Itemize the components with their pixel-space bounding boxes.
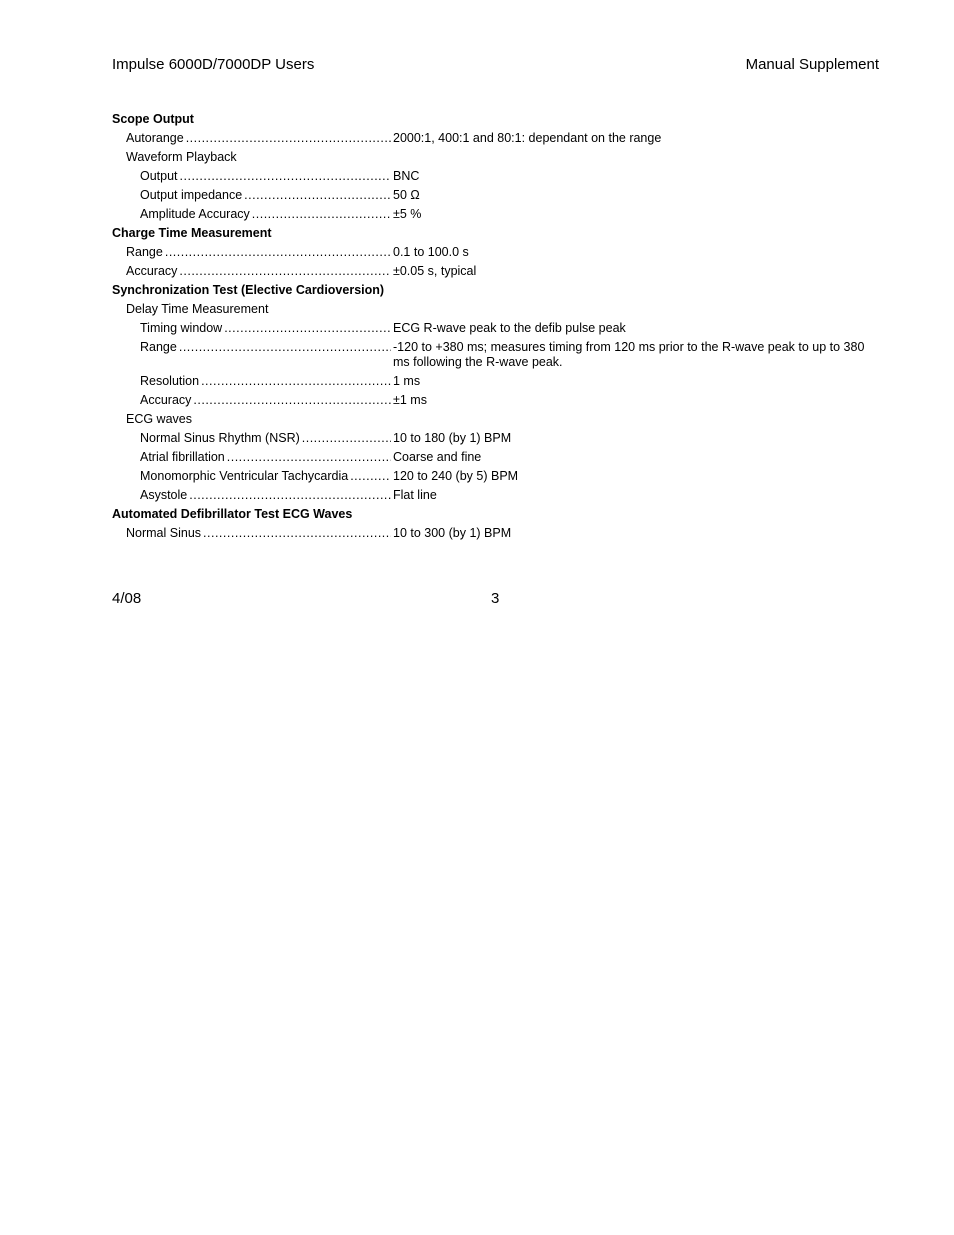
spec-label: Range bbox=[126, 245, 163, 259]
subsection-title: Waveform Playback bbox=[126, 150, 237, 164]
spec-value: 10 to 300 (by 1) BPM bbox=[393, 526, 512, 540]
header-document-title: Impulse 6000D/7000DP Users bbox=[112, 56, 315, 73]
section-title: Automated Defibrillator Test ECG Waves bbox=[112, 507, 353, 521]
footer-date: 4/08 bbox=[112, 590, 142, 607]
spec-label: Amplitude Accuracy bbox=[140, 207, 250, 221]
dot-leader bbox=[187, 488, 391, 503]
spec-label: Atrial fibrillation bbox=[140, 450, 225, 464]
spec-row-charge-range bbox=[112, 243, 879, 262]
spec-label: Output bbox=[140, 169, 178, 183]
section-heading-charge-time bbox=[112, 224, 879, 243]
section-title: Synchronization Test (Elective Cardioversion) bbox=[112, 283, 385, 297]
spec-label: Normal Sinus bbox=[126, 526, 202, 540]
dot-leader bbox=[199, 374, 391, 389]
dot-leader bbox=[178, 169, 391, 184]
dot-leader bbox=[348, 469, 391, 484]
spec-value: ±1 ms bbox=[393, 393, 427, 407]
section-heading-sync-test bbox=[112, 281, 879, 300]
dot-leader bbox=[163, 245, 391, 260]
dot-leader bbox=[300, 431, 391, 446]
spec-row-charge-accuracy bbox=[112, 262, 879, 281]
dot-leader bbox=[184, 131, 391, 146]
spec-row-mvt bbox=[112, 467, 879, 486]
spec-value: ±5 % bbox=[393, 207, 422, 221]
header-document-type: Manual Supplement bbox=[745, 56, 879, 73]
spec-row-output bbox=[112, 167, 879, 186]
spec-value: BNC bbox=[393, 169, 420, 183]
spec-value: ECG R-wave peak to the defib pulse peak bbox=[393, 321, 626, 335]
spec-row-asystole bbox=[112, 486, 879, 505]
subsection-heading-waveform-playback bbox=[112, 148, 879, 167]
section-title: Charge Time Measurement bbox=[112, 226, 272, 240]
spec-label: Normal Sinus Rhythm (NSR) bbox=[140, 431, 300, 445]
dot-leader bbox=[177, 264, 391, 279]
spec-row-normal-sinus bbox=[112, 524, 879, 543]
spec-label: Autorange bbox=[126, 131, 184, 145]
spec-label: Output impedance bbox=[140, 188, 243, 202]
dot-leader bbox=[177, 340, 391, 355]
dot-leader bbox=[225, 450, 391, 465]
spec-label: Range bbox=[140, 340, 177, 354]
spec-label: Timing window bbox=[140, 321, 223, 335]
subsection-title: Delay Time Measurement bbox=[126, 302, 269, 316]
spec-label: Monomorphic Ventricular Tachycardia bbox=[140, 469, 349, 483]
page-header bbox=[112, 55, 879, 75]
spec-value: Coarse and fine bbox=[393, 450, 482, 464]
spec-row-nsr bbox=[112, 429, 879, 448]
spec-row-delay-range bbox=[112, 338, 879, 372]
spec-value: -120 to +380 ms; measures timing from 120 ms prior to the R-wave peak to up to 380 ms following the R-wave peak. bbox=[393, 340, 865, 369]
section-heading-aed-test bbox=[112, 505, 879, 524]
spec-label: Accuracy bbox=[126, 264, 178, 278]
spec-label: Asystole bbox=[140, 488, 188, 502]
subsection-heading-ecg-waves bbox=[112, 410, 879, 429]
spec-label: Resolution bbox=[140, 374, 200, 388]
section-heading-scope-output bbox=[112, 110, 879, 129]
page-number: 3 bbox=[491, 590, 500, 607]
spec-row-afib bbox=[112, 448, 879, 467]
spec-row-delay-accuracy bbox=[112, 391, 879, 410]
spec-value: 2000:1, 400:1 and 80:1: dependant on the range bbox=[393, 131, 662, 145]
spec-value: 50 Ω bbox=[393, 188, 420, 202]
spec-value: 120 to 240 (by 5) BPM bbox=[393, 469, 519, 483]
spec-value: ±0.05 s, typical bbox=[393, 264, 477, 278]
dot-leader bbox=[201, 526, 391, 541]
spec-label: Accuracy bbox=[140, 393, 192, 407]
spec-row-amplitude-accuracy bbox=[112, 205, 879, 224]
subsection-title: ECG waves bbox=[126, 412, 192, 426]
specification-list bbox=[112, 110, 879, 543]
spec-row-resolution bbox=[112, 372, 879, 391]
dot-leader bbox=[222, 321, 391, 336]
spec-row-timing-window bbox=[112, 319, 879, 338]
section-title: Scope Output bbox=[112, 112, 194, 126]
dot-leader bbox=[250, 207, 391, 222]
dot-leader bbox=[242, 188, 391, 203]
spec-row-autorange bbox=[112, 129, 879, 148]
spec-value: 10 to 180 (by 1) BPM bbox=[393, 431, 512, 445]
spec-row-output-impedance bbox=[112, 186, 879, 205]
spec-value: Flat line bbox=[393, 488, 437, 502]
dot-leader bbox=[191, 393, 391, 408]
subsection-heading-delay-time bbox=[112, 300, 879, 319]
spec-value: 1 ms bbox=[393, 374, 421, 388]
spec-value: 0.1 to 100.0 s bbox=[393, 245, 469, 259]
